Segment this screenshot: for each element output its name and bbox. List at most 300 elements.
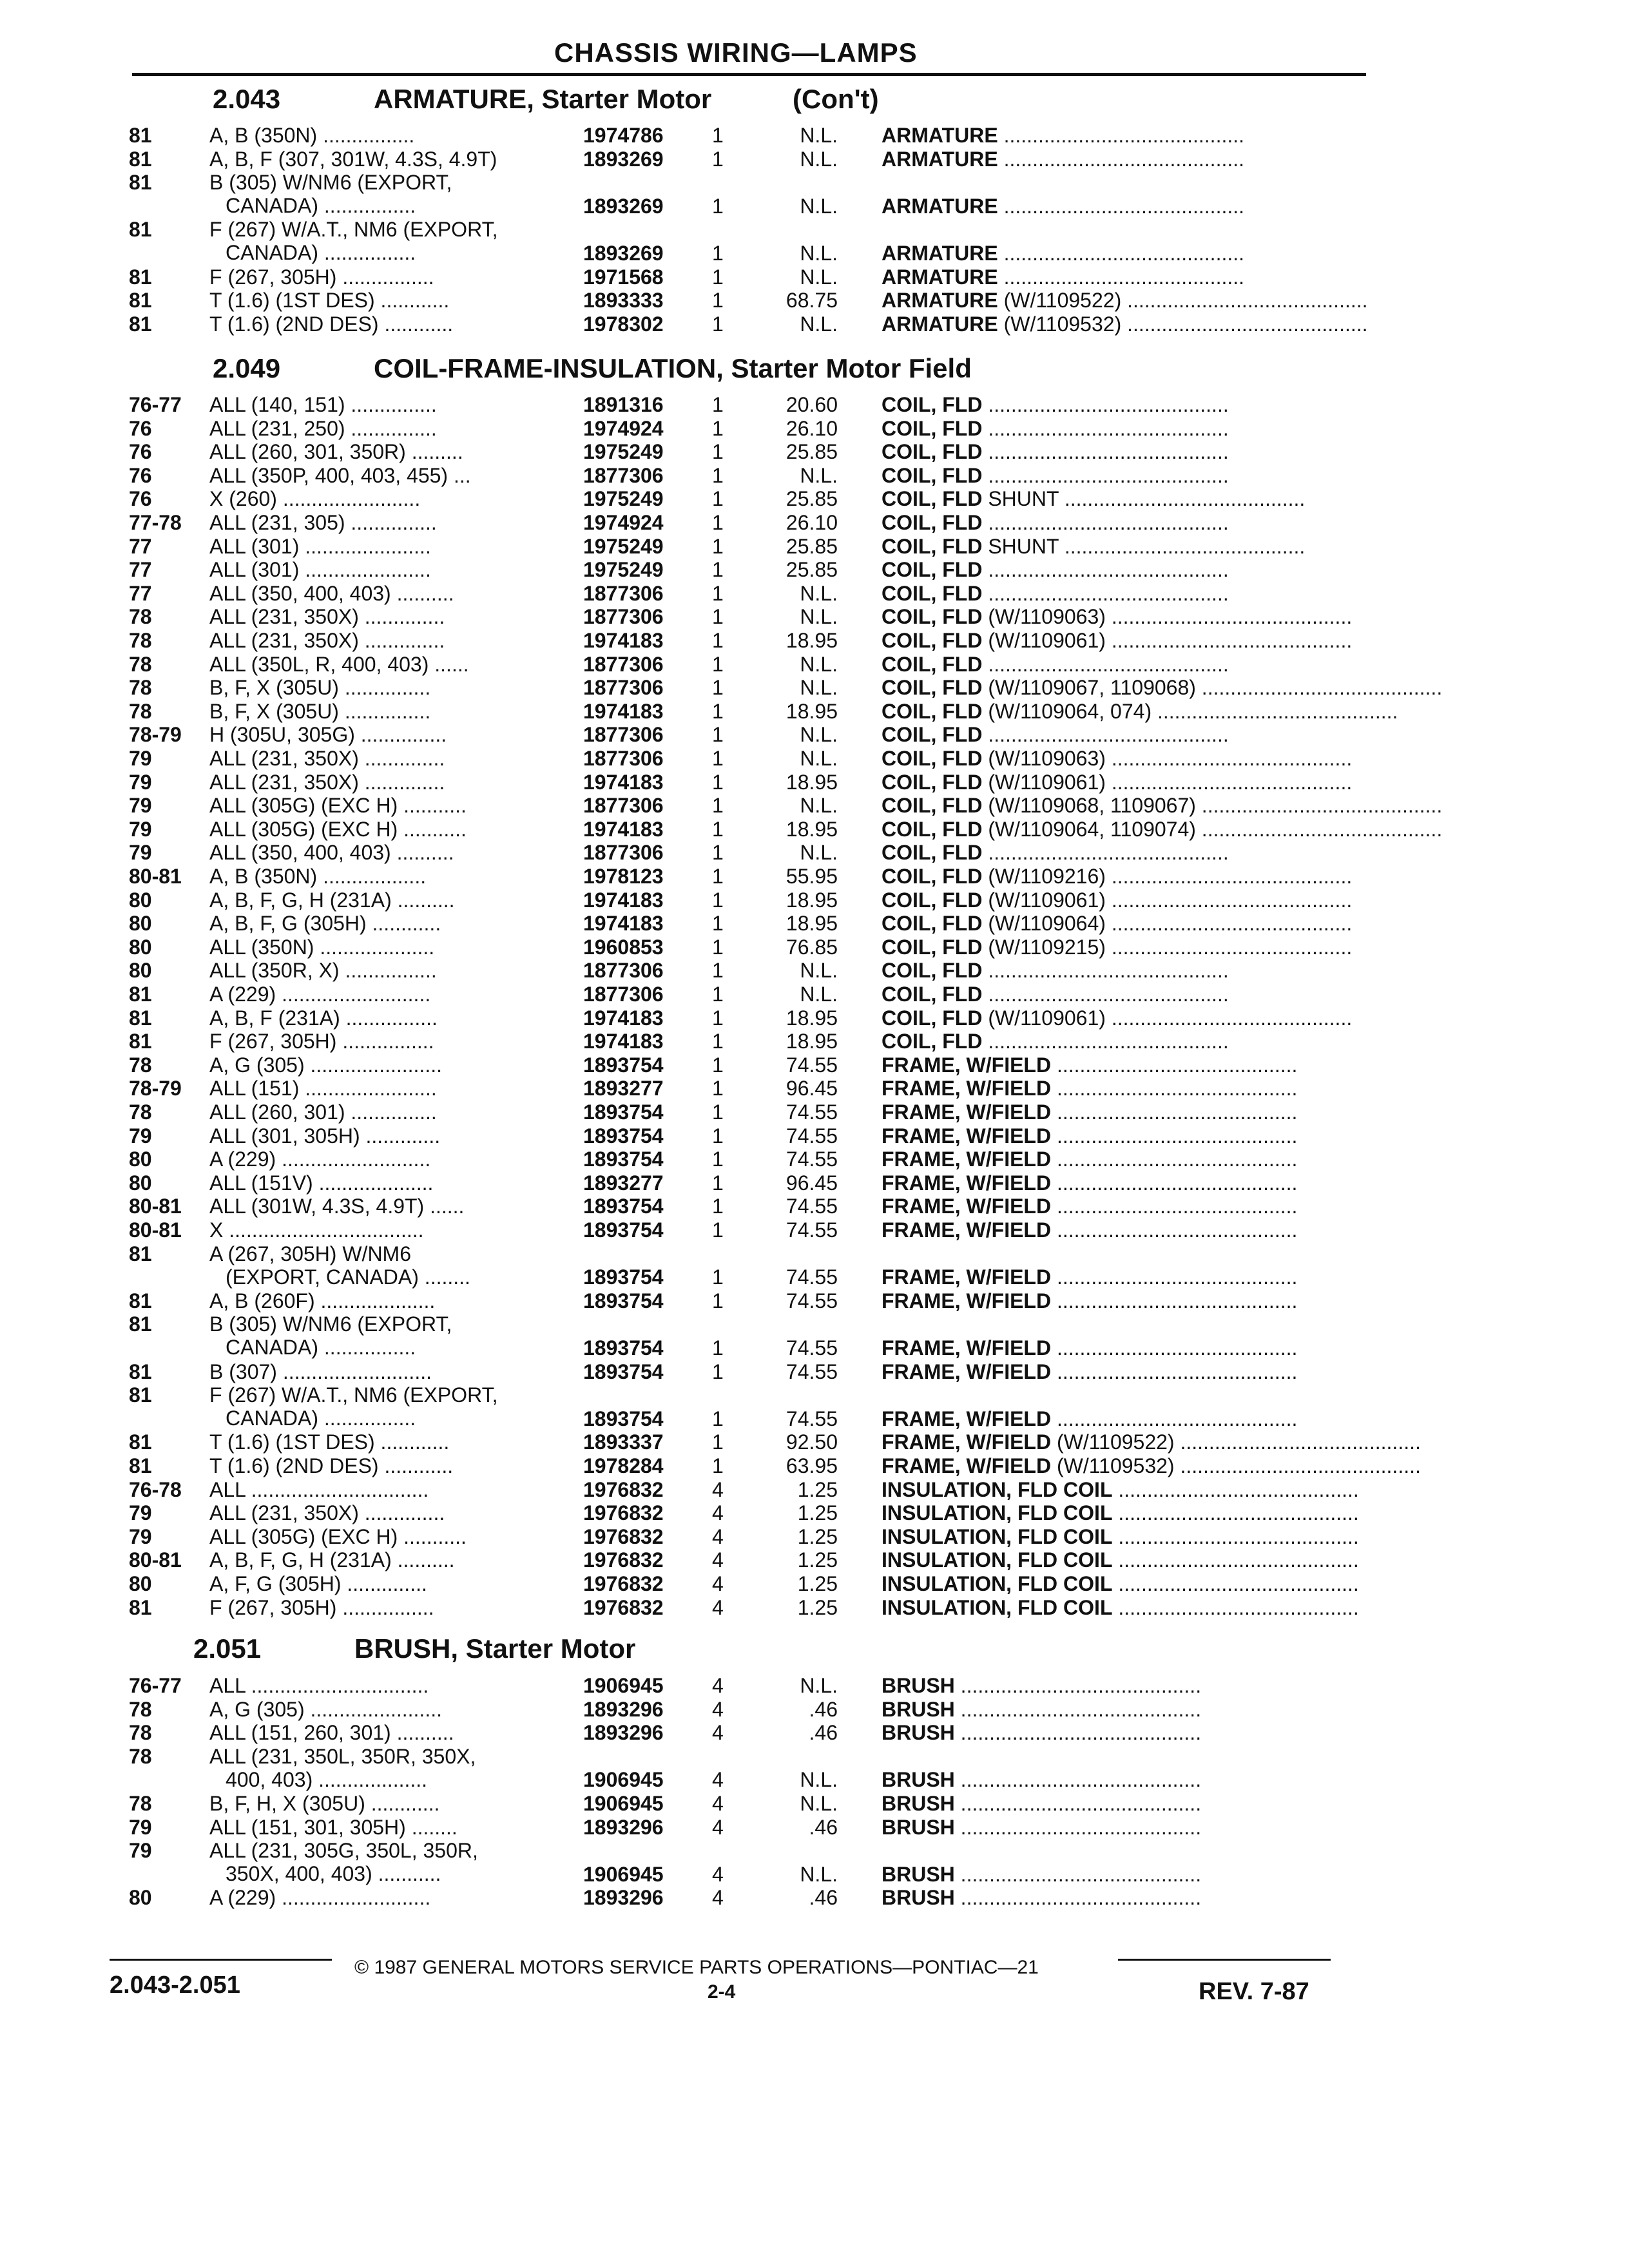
table-row	[129, 393, 1366, 416]
quantity: 1	[712, 393, 724, 416]
section-number: 2.049	[213, 353, 281, 383]
part-number: 1976832	[583, 1548, 664, 1572]
description-name: INSULATION, FLD COIL	[882, 1548, 1113, 1572]
part-number: 1893754	[583, 1053, 664, 1077]
description-name: BRUSH	[882, 1674, 955, 1697]
leader-dots: ..........................................	[1003, 194, 1245, 218]
quantity: 4	[712, 1697, 724, 1721]
quantity: 1	[712, 1100, 724, 1124]
quantity: 1	[712, 558, 724, 582]
leader-dots: ..........................................	[1003, 241, 1245, 265]
quantity: 4	[712, 1524, 724, 1548]
application: ALL (140, 151) ...............	[209, 393, 437, 416]
description-detail: (W/1109063)	[988, 605, 1106, 629]
application: A, B (350N) ..................	[209, 865, 427, 888]
description-name: FRAME, W/FIELD	[882, 1336, 1052, 1360]
table-row	[129, 124, 1366, 147]
description-name: ARMATURE	[882, 312, 998, 336]
description	[882, 1596, 1487, 1619]
description	[882, 195, 1487, 218]
description	[882, 535, 1487, 558]
table-row	[129, 1454, 1421, 1477]
quantity: 1	[712, 440, 724, 464]
price: N.L.	[800, 241, 838, 265]
model-year: 77-78	[129, 511, 182, 534]
table-row	[129, 289, 1366, 312]
description-name: INSULATION, FLD COIL	[882, 1501, 1113, 1525]
description-name: COIL, FLD	[882, 393, 983, 416]
description-name: BRUSH	[882, 1862, 955, 1886]
leader-dots: ..........................................	[988, 463, 1229, 487]
description	[882, 124, 1487, 147]
quantity: 1	[712, 1006, 724, 1030]
quantity: 4	[712, 1477, 724, 1501]
table-row	[129, 1053, 1366, 1077]
part-number: 1893754	[583, 1124, 664, 1148]
quantity: 1	[712, 1454, 724, 1477]
leader-dots: ..........................................	[1105, 865, 1353, 888]
application: B (305) W/NM6 (EXPORT,	[209, 1312, 452, 1336]
leader-dots: ..........................................	[1105, 888, 1353, 912]
leader-dots: ..........................................	[988, 558, 1229, 582]
model-year: 80	[129, 1148, 152, 1171]
description-name: COIL, FLD	[882, 511, 983, 534]
part-number: 1976832	[583, 1595, 664, 1619]
price: 20.60	[786, 393, 838, 416]
description-detail: (W/1109522)	[1003, 289, 1122, 312]
price: 25.85	[786, 558, 838, 582]
leader-dots: ..........................................	[1003, 265, 1245, 289]
model-year: 76	[129, 487, 152, 511]
description	[882, 1548, 1487, 1571]
application: F (267, 305H) ................	[209, 265, 434, 289]
leader-dots: ..........................................	[1118, 1477, 1359, 1501]
description	[882, 747, 1487, 770]
application: A, G (305) .......................	[209, 1053, 442, 1077]
section-number: 2.051	[193, 1633, 262, 1664]
price: N.L.	[800, 1768, 838, 1792]
description-name: COIL, FLD	[882, 888, 983, 912]
description-name: COIL, FLD	[882, 1030, 983, 1053]
model-year: 81	[129, 1030, 152, 1053]
price: .46	[809, 1697, 838, 1721]
description-detail: SHUNT	[988, 534, 1059, 558]
table-row	[129, 1596, 1366, 1619]
description-detail: (W/1109215)	[988, 935, 1106, 959]
description	[882, 1030, 1487, 1053]
application: A (229) ..........................	[209, 1148, 431, 1171]
leader-dots: ..........................................	[988, 581, 1229, 605]
quantity: 1	[712, 841, 724, 865]
description	[882, 959, 1487, 982]
description-name: COIL, FLD	[882, 652, 983, 676]
description	[882, 1336, 1487, 1360]
table-row	[129, 1816, 1366, 1839]
section-name: COIL-FRAME-INSULATION, Starter Motor Field	[374, 353, 972, 383]
application: ALL (350, 400, 403) ..........	[209, 841, 454, 865]
part-number: 1893277	[583, 1171, 664, 1195]
price: 25.85	[786, 440, 838, 464]
application: ALL (231, 250) ...............	[209, 416, 437, 440]
model-year: 81	[129, 312, 152, 336]
quantity: 1	[712, 1289, 724, 1312]
description-name: COIL, FLD	[882, 676, 983, 700]
description-name: BRUSH	[882, 1697, 955, 1721]
table-row	[129, 723, 1366, 746]
price: 26.10	[786, 511, 838, 534]
part-number: 1893754	[583, 1360, 664, 1383]
table-row	[129, 1124, 1366, 1148]
application-continued: CANADA) ................	[226, 1407, 416, 1430]
model-year: 76-77	[129, 1674, 182, 1697]
description-name: COIL, FLD	[882, 1006, 983, 1030]
price: 55.95	[786, 865, 838, 888]
quantity: 1	[712, 511, 724, 534]
quantity: 1	[712, 817, 724, 841]
model-year: 77	[129, 534, 152, 558]
price: 18.95	[786, 699, 838, 723]
description	[882, 1100, 1487, 1124]
price: N.L.	[800, 147, 838, 171]
application-continued: CANADA) ................	[226, 241, 416, 265]
description-detail: (W/1109067, 1109068)	[988, 676, 1196, 700]
price: 18.95	[786, 888, 838, 912]
model-year: 81	[129, 171, 152, 195]
quantity: 4	[712, 1792, 724, 1815]
description-detail: (W/1109064)	[988, 912, 1106, 936]
application: ALL (260, 301) ...............	[209, 1100, 437, 1124]
application: ALL (301W, 4.3S, 4.9T) ......	[209, 1195, 465, 1218]
model-year: 79	[129, 770, 152, 794]
table-row	[129, 912, 1366, 935]
application: A, F, G (305H) ..............	[209, 1572, 427, 1595]
model-year: 80-81	[129, 1548, 182, 1572]
description	[882, 676, 1487, 699]
quantity: 1	[712, 265, 724, 289]
part-number: 1877306	[583, 605, 664, 629]
quantity: 1	[712, 699, 724, 723]
application: A, B, F, G, H (231A) ..........	[209, 1548, 455, 1572]
leader-dots: ..........................................	[1105, 935, 1353, 959]
description-detail: (W/1109064, 1109074)	[988, 817, 1196, 841]
model-year: 81	[129, 1289, 152, 1312]
table-row	[129, 1478, 1366, 1501]
application: ALL (350L, R, 400, 403) ......	[209, 652, 469, 676]
quantity: 1	[712, 147, 724, 171]
part-number: 1877306	[583, 463, 664, 487]
quantity: 1	[712, 770, 724, 794]
description	[882, 1674, 1487, 1697]
description-detail: (W/1109061)	[988, 1006, 1106, 1030]
price: 74.55	[786, 1360, 838, 1383]
description-name: COIL, FLD	[882, 558, 983, 582]
description-name: FRAME, W/FIELD	[882, 1430, 1052, 1454]
part-number: 1893754	[583, 1218, 664, 1242]
part-number: 1893754	[583, 1195, 664, 1218]
quantity: 4	[712, 1595, 724, 1619]
part-number: 1877306	[583, 983, 664, 1006]
table-row	[129, 558, 1366, 581]
leader-dots: ..........................................	[1056, 1171, 1298, 1195]
application: A, B, F, G, H (231A) ..........	[209, 888, 455, 912]
description	[882, 1478, 1487, 1501]
part-number: 1893269	[583, 194, 664, 218]
description-name: FRAME, W/FIELD	[882, 1454, 1052, 1477]
description-name: INSULATION, FLD COIL	[882, 1524, 1113, 1548]
price: .46	[809, 1815, 838, 1839]
part-number: 1976832	[583, 1524, 664, 1548]
model-year: 80	[129, 912, 152, 936]
leader-dots: ..........................................	[1105, 1006, 1353, 1030]
model-year: 78	[129, 1697, 152, 1721]
description	[882, 1053, 1487, 1077]
model-year: 76-78	[129, 1477, 182, 1501]
description-name: COIL, FLD	[882, 487, 983, 511]
table-row	[129, 1100, 1366, 1124]
price: N.L.	[800, 463, 838, 487]
application: ALL (305G) (EXC H) ...........	[209, 1524, 467, 1548]
price: N.L.	[800, 581, 838, 605]
price: N.L.	[800, 747, 838, 770]
model-year: 79	[129, 841, 152, 865]
table-row	[129, 535, 1366, 558]
table-row	[129, 312, 1366, 336]
model-year: 80-81	[129, 1218, 182, 1242]
model-year: 78	[129, 699, 152, 723]
model-year: 80	[129, 1572, 152, 1595]
part-number: 1893269	[583, 147, 664, 171]
application: A, B, F, G (305H) ............	[209, 912, 441, 936]
description-detail: (W/1109064, 074)	[988, 699, 1152, 723]
model-year: 81	[129, 1430, 152, 1454]
table-row	[129, 218, 1366, 265]
description-name: ARMATURE	[882, 241, 998, 265]
table-row	[129, 794, 1443, 818]
part-number: 1893754	[583, 1336, 664, 1360]
price: N.L.	[800, 723, 838, 747]
quantity: 1	[712, 865, 724, 888]
description-detail: (W/1109063)	[988, 747, 1106, 770]
part-number: 1893754	[583, 1148, 664, 1171]
description	[882, 653, 1487, 676]
model-year: 79	[129, 1815, 152, 1839]
part-number: 1893337	[583, 1430, 664, 1454]
part-number: 1893754	[583, 1289, 664, 1312]
part-number: 1906945	[583, 1768, 664, 1792]
table-row	[129, 1839, 1366, 1886]
description	[882, 312, 1487, 336]
application: ALL (231, 305) ...............	[209, 511, 437, 534]
description-name: COIL, FLD	[882, 841, 983, 865]
description-name: FRAME, W/FIELD	[882, 1218, 1052, 1242]
leader-dots: ..........................................	[988, 440, 1229, 464]
application: ALL (301, 305H) .............	[209, 1124, 441, 1148]
table-row	[129, 1501, 1366, 1524]
model-year: 81	[129, 124, 152, 147]
description-name: COIL, FLD	[882, 983, 983, 1006]
leader-dots: ..........................................	[988, 1030, 1229, 1053]
leader-dots: ..........................................	[960, 1792, 1202, 1815]
leader-dots: ..........................................	[1195, 817, 1443, 841]
description	[882, 1148, 1487, 1171]
application: A, B (260F) ....................	[209, 1289, 436, 1312]
leader-dots: ..........................................	[988, 959, 1229, 983]
price: N.L.	[800, 265, 838, 289]
description	[882, 1195, 1487, 1218]
price: 74.55	[786, 1407, 838, 1430]
table-row	[129, 440, 1366, 463]
part-number: 1893296	[583, 1721, 664, 1745]
application: ALL (301) ......................	[209, 534, 431, 558]
table-row	[129, 1886, 1366, 1909]
footer-rule-left	[110, 1959, 332, 1961]
application: ALL (231, 350L, 350R, 350X,	[209, 1744, 476, 1768]
price: 25.85	[786, 534, 838, 558]
model-year: 76	[129, 463, 152, 487]
price: 1.25	[797, 1548, 838, 1572]
quantity: 4	[712, 1768, 724, 1792]
price: 96.45	[786, 1171, 838, 1195]
table-row	[129, 959, 1366, 982]
part-number: 1976832	[583, 1501, 664, 1525]
model-year: 81	[129, 1595, 152, 1619]
leader-dots: ..........................................	[1056, 1407, 1298, 1430]
part-number: 1974183	[583, 1006, 664, 1030]
leader-dots: ..........................................	[960, 1815, 1202, 1839]
part-number: 1893333	[583, 289, 664, 312]
part-number: 1877306	[583, 652, 664, 676]
part-number: 1893296	[583, 1697, 664, 1721]
model-year: 79	[129, 817, 152, 841]
part-number: 1978123	[583, 865, 664, 888]
application: B, F, X (305U) ...............	[209, 676, 431, 700]
model-year: 78	[129, 605, 152, 629]
description	[882, 865, 1487, 888]
description-name: COIL, FLD	[882, 699, 983, 723]
description	[882, 1360, 1487, 1383]
model-year: 78	[129, 629, 152, 652]
footer-copyright: © 1987 GENERAL MOTORS SERVICE PARTS OPERATIONS—PONTIAC—21	[354, 1957, 1039, 1978]
description	[882, 1501, 1487, 1524]
application: ALL (301) ......................	[209, 558, 431, 582]
leader-dots: ..........................................	[988, 841, 1229, 865]
header-rule	[132, 73, 1366, 76]
part-number: 1975249	[583, 558, 664, 582]
quantity: 1	[712, 1124, 724, 1148]
table-row	[129, 171, 1366, 218]
description	[882, 1698, 1487, 1721]
price: 25.85	[786, 487, 838, 511]
quantity: 4	[712, 1721, 724, 1745]
description-name: BRUSH	[882, 1721, 955, 1745]
part-number: 1975249	[583, 487, 664, 511]
part-number: 1974183	[583, 629, 664, 652]
price: N.L.	[800, 794, 838, 818]
part-number: 1978302	[583, 312, 664, 336]
price: .46	[809, 1886, 838, 1910]
model-year: 79	[129, 1524, 152, 1548]
application: ALL (231, 305G, 350L, 350R,	[209, 1839, 478, 1863]
part-number: 1974924	[583, 511, 664, 534]
table-row	[129, 148, 1366, 171]
section-name: ARMATURE, Starter Motor	[374, 84, 712, 114]
leader-dots: ..........................................	[1118, 1572, 1359, 1595]
table-row	[129, 1030, 1366, 1053]
price: N.L.	[800, 1792, 838, 1815]
part-number: 1974183	[583, 699, 664, 723]
part-number: 1877306	[583, 723, 664, 747]
application: ALL (151V) ....................	[209, 1171, 434, 1195]
description	[882, 1816, 1487, 1839]
model-year: 79	[129, 1839, 152, 1863]
model-year: 81	[129, 983, 152, 1006]
quantity: 1	[712, 676, 724, 700]
model-year: 81	[129, 1006, 152, 1030]
leader-dots: ..........................................	[960, 1721, 1202, 1745]
leader-dots: ..........................................	[1105, 605, 1353, 629]
description-name: COIL, FLD	[882, 794, 983, 818]
part-number: 1974183	[583, 1030, 664, 1053]
table-row	[129, 1698, 1366, 1721]
table-row	[129, 676, 1443, 700]
description	[882, 265, 1487, 289]
leader-dots: ..........................................	[1195, 676, 1443, 700]
quantity: 1	[712, 1053, 724, 1077]
description	[882, 417, 1487, 440]
application: F (267) W/A.T., NM6 (EXPORT,	[209, 1383, 498, 1407]
description-name: COIL, FLD	[882, 723, 983, 747]
description-name: FRAME, W/FIELD	[882, 1077, 1052, 1100]
leader-dots: ..........................................	[1056, 1265, 1298, 1289]
price: 63.95	[786, 1454, 838, 1477]
part-number: 1906945	[583, 1862, 664, 1886]
leader-dots: ..........................................	[1056, 1077, 1298, 1100]
leader-dots: ..........................................	[1105, 912, 1353, 936]
price: 74.55	[786, 1053, 838, 1077]
application: ALL (231, 350X) ..............	[209, 1501, 445, 1525]
model-year: 81	[129, 289, 152, 312]
footer-revision: REV. 7-87	[1199, 1978, 1309, 2005]
price: 1.25	[797, 1524, 838, 1548]
model-year: 81	[129, 1242, 152, 1265]
table-row	[129, 1360, 1366, 1383]
leader-dots: ..........................................	[1174, 1454, 1421, 1477]
description-name: COIL, FLD	[882, 935, 983, 959]
leader-dots: ..........................................	[988, 723, 1229, 747]
leader-dots: ..........................................	[1174, 1430, 1421, 1454]
price: 68.75	[786, 289, 838, 312]
application: ALL (305G) (EXC H) ...........	[209, 794, 467, 818]
description	[882, 1572, 1487, 1595]
description	[882, 723, 1487, 746]
leader-dots: ..........................................	[1056, 1289, 1298, 1312]
quantity: 1	[712, 935, 724, 959]
part-number: 1877306	[583, 676, 664, 700]
quantity: 4	[712, 1862, 724, 1886]
price: 1.25	[797, 1572, 838, 1595]
footer-rule-right	[1118, 1959, 1331, 1961]
table-row	[129, 1525, 1366, 1548]
leader-dots: ..........................................	[988, 511, 1229, 534]
application-continued: 400, 403) ...................	[226, 1767, 428, 1791]
table-row	[129, 1077, 1366, 1100]
description-name: FRAME, W/FIELD	[882, 1171, 1052, 1195]
description	[882, 912, 1487, 935]
description	[882, 889, 1487, 912]
price: N.L.	[800, 959, 838, 983]
application: ALL (350N) ....................	[209, 935, 435, 959]
application: T (1.6) (1ST DES) ............	[209, 289, 450, 312]
